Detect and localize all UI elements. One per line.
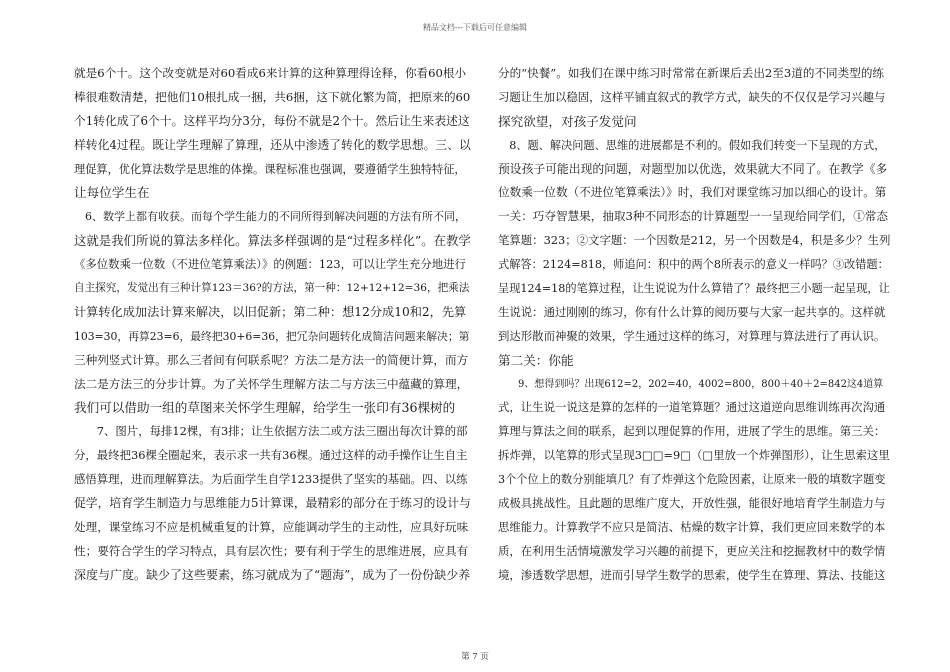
text-line: 让每位学生在 [74, 185, 150, 201]
text-line: 性；要符合学生的学习特点，具有层次性；要有利于学生的思维进展，应具有 [74, 543, 469, 558]
text-line: 样转化4过程。既让学生理解了算理，还从中渗透了转化的数学思想。三、以 [74, 137, 471, 152]
text-line: 3个个位上的数分别能填几？有了炸弹这个危险因素，让原来一般的填数字题变 [498, 473, 886, 487]
text-line: 促学，培育学生制造力与思维能力5计算课，最精彩的部分在于练习的设计与 [74, 496, 471, 511]
text-line: 法二是方法三的分步计算。为了关怀学生理解方法二与方法三中蕴藏的算理， [74, 376, 469, 391]
text-line: 三种列竖式计算。那么三者间有何联系呢？方法二是方法一的简便计算，而方 [74, 352, 469, 367]
text-line: 自主探究，发觉出有三种计算123＝36?的方法，第一种：12+12+12=36，把乘法 [74, 282, 470, 295]
text-line: 分，最终把36棵全圈起来，表示求一共有36棵。通过这样的动手操作让生自主 [74, 448, 468, 463]
text-line: 笔算题：323；②文字题：一个因数是212，另一个因数是4，积是多少？生列 [498, 233, 890, 248]
text-line: 到达形散而神聚的效果，学生通过这样的练习，对算理与算法进行了再认识。 [498, 328, 886, 343]
text-line: 棒很难数清楚，把他们10根扎成一捆，共6捆，这下就化繁为简，把原来的60 [74, 89, 471, 104]
text-line: 理促算，优化算法数学是思维的体操。课程标准也强调，要遵循学生独特特征， [74, 162, 466, 176]
text-line: 算理与算法之间的联系，起到以理促算的作用，进展了学生的思维。第三关： [498, 424, 886, 439]
text-line: 9、想得到吗？出现612=2，202=40，4002=800，800＋40＋2=842这4道算 [498, 378, 884, 390]
text-line: 成极具挑战性。且此题的思维广度大，开放性强，能很好地培育学生制造力与 [498, 496, 886, 511]
text-line: 式，让生说一说这是算的怎样的一道笔算题？通过这道逆向思维训练再次沟通 [498, 400, 886, 415]
text-line: 思维能力。计算教学不应只是简洁、枯燥的数字计算，我们更应回来数学的本 [498, 519, 886, 534]
text-line: 7、图片，每排12棵，有3排；让生依据方法二或方法三圈出每次计算的部 [74, 424, 468, 439]
text-line: 6、数学上都有收获。而每个学生能力的不同所得到解决问题的方法有所不同， [74, 210, 466, 224]
text-line: 个1转化成了6个十。这样平均分3分，每份不就是2个十。然后让生来表述这 [74, 113, 470, 128]
page-header: 精品文档---下载后可任意编辑 [422, 23, 528, 32]
text-line: 习题让生加以稳固，这样平铺直叙式的教学方式，缺失的不仅仅是学习兴趣与 [498, 89, 886, 104]
text-line: 103=30，再算23=6，最终把30+6=36，把冗杂问题转化成简洁问题来解决；第 [74, 329, 470, 343]
text-line: 感悟算理，进而理解算法。为后面学生自学1233提供了坚实的基础。四、以练 [74, 472, 468, 487]
page-number: 第 7 页 [461, 652, 489, 662]
text-line: 探究欲望，对孩子发觉问 [498, 113, 637, 129]
text-line: 《多位数乘一位数（不进位笔算乘法）》的例题：123，可以让学生充分地进行 [74, 257, 466, 272]
right-column [498, 62, 890, 588]
text-line: 分的“快餐”。如我们在课中练习时常常在新课后丢出2至3道的不同类型的练 [498, 66, 885, 80]
text-line: 呈现124=18的笔算过程，让生说说为什么算错了？最终把三小题一起呈现，让 [498, 282, 890, 296]
text-line: 8、题、解决问题、思维的进展都是不利的。假如我们转变一下呈现的方式， [498, 138, 886, 152]
text-line: 境，渗透数学思想，进而引导学生数学的思索，使学生在算理、算法、技能这 [498, 567, 886, 582]
text-line: 式解答：2124=818，师追问：积中的两个8所表示的意义一样吗？③改错题： [498, 258, 889, 272]
text-line: 生说说：通过刚刚的练习，你有什么计算的阅历要与大家一起共享的。这样就 [498, 304, 886, 319]
text-line: 质，在利用生活情境激发学习兴趣的前提下，更应关注和挖掘教材中的数学情 [498, 543, 886, 558]
text-line: 位数乘一位数（不进位笔算乘法）》时，我们对课堂练习加以细心的设计。第 [498, 185, 887, 200]
text-line: 第二关：你能 [498, 352, 574, 368]
text-line: 这就是我们所说的算法多样化。算法多样强调的是“过程多样化”。在教学 [74, 233, 471, 249]
text-line: 拆炸弹，以笔算的形式呈现3□□=9□（□里放一个炸弹图形），让生思索这里 [498, 448, 890, 463]
left-column [74, 62, 472, 588]
text-line: 我们可以借助一组的草图来关怀学生理解，给学生一张印有36棵树的 [74, 400, 456, 416]
text-line: 计算转化成加法计算来解决，以旧促新；第二种：想12分成10和2，先算 [74, 304, 467, 319]
text-line: 处理，课堂练习不应是机械重复的计算，应能调动学生的主动性，应具好玩味 [74, 519, 469, 534]
text-line: 预设孩子可能出现的问题，对题型加以优选，效果就大不同了。在教学《多 [498, 161, 888, 176]
text-line: 就是6个十。这个改变就是对60看成6来计算的这种算理得诠释，你看60根小 [74, 66, 467, 80]
text-line: 深度与广度。缺少了这些要素，练习就成为了“题海”，成为了一份份缺少养 [74, 567, 471, 582]
text-line: 一关：巧夺智慧果，抽取3种不同形态的计算题型一一呈现给同学们，①常态 [498, 209, 888, 224]
